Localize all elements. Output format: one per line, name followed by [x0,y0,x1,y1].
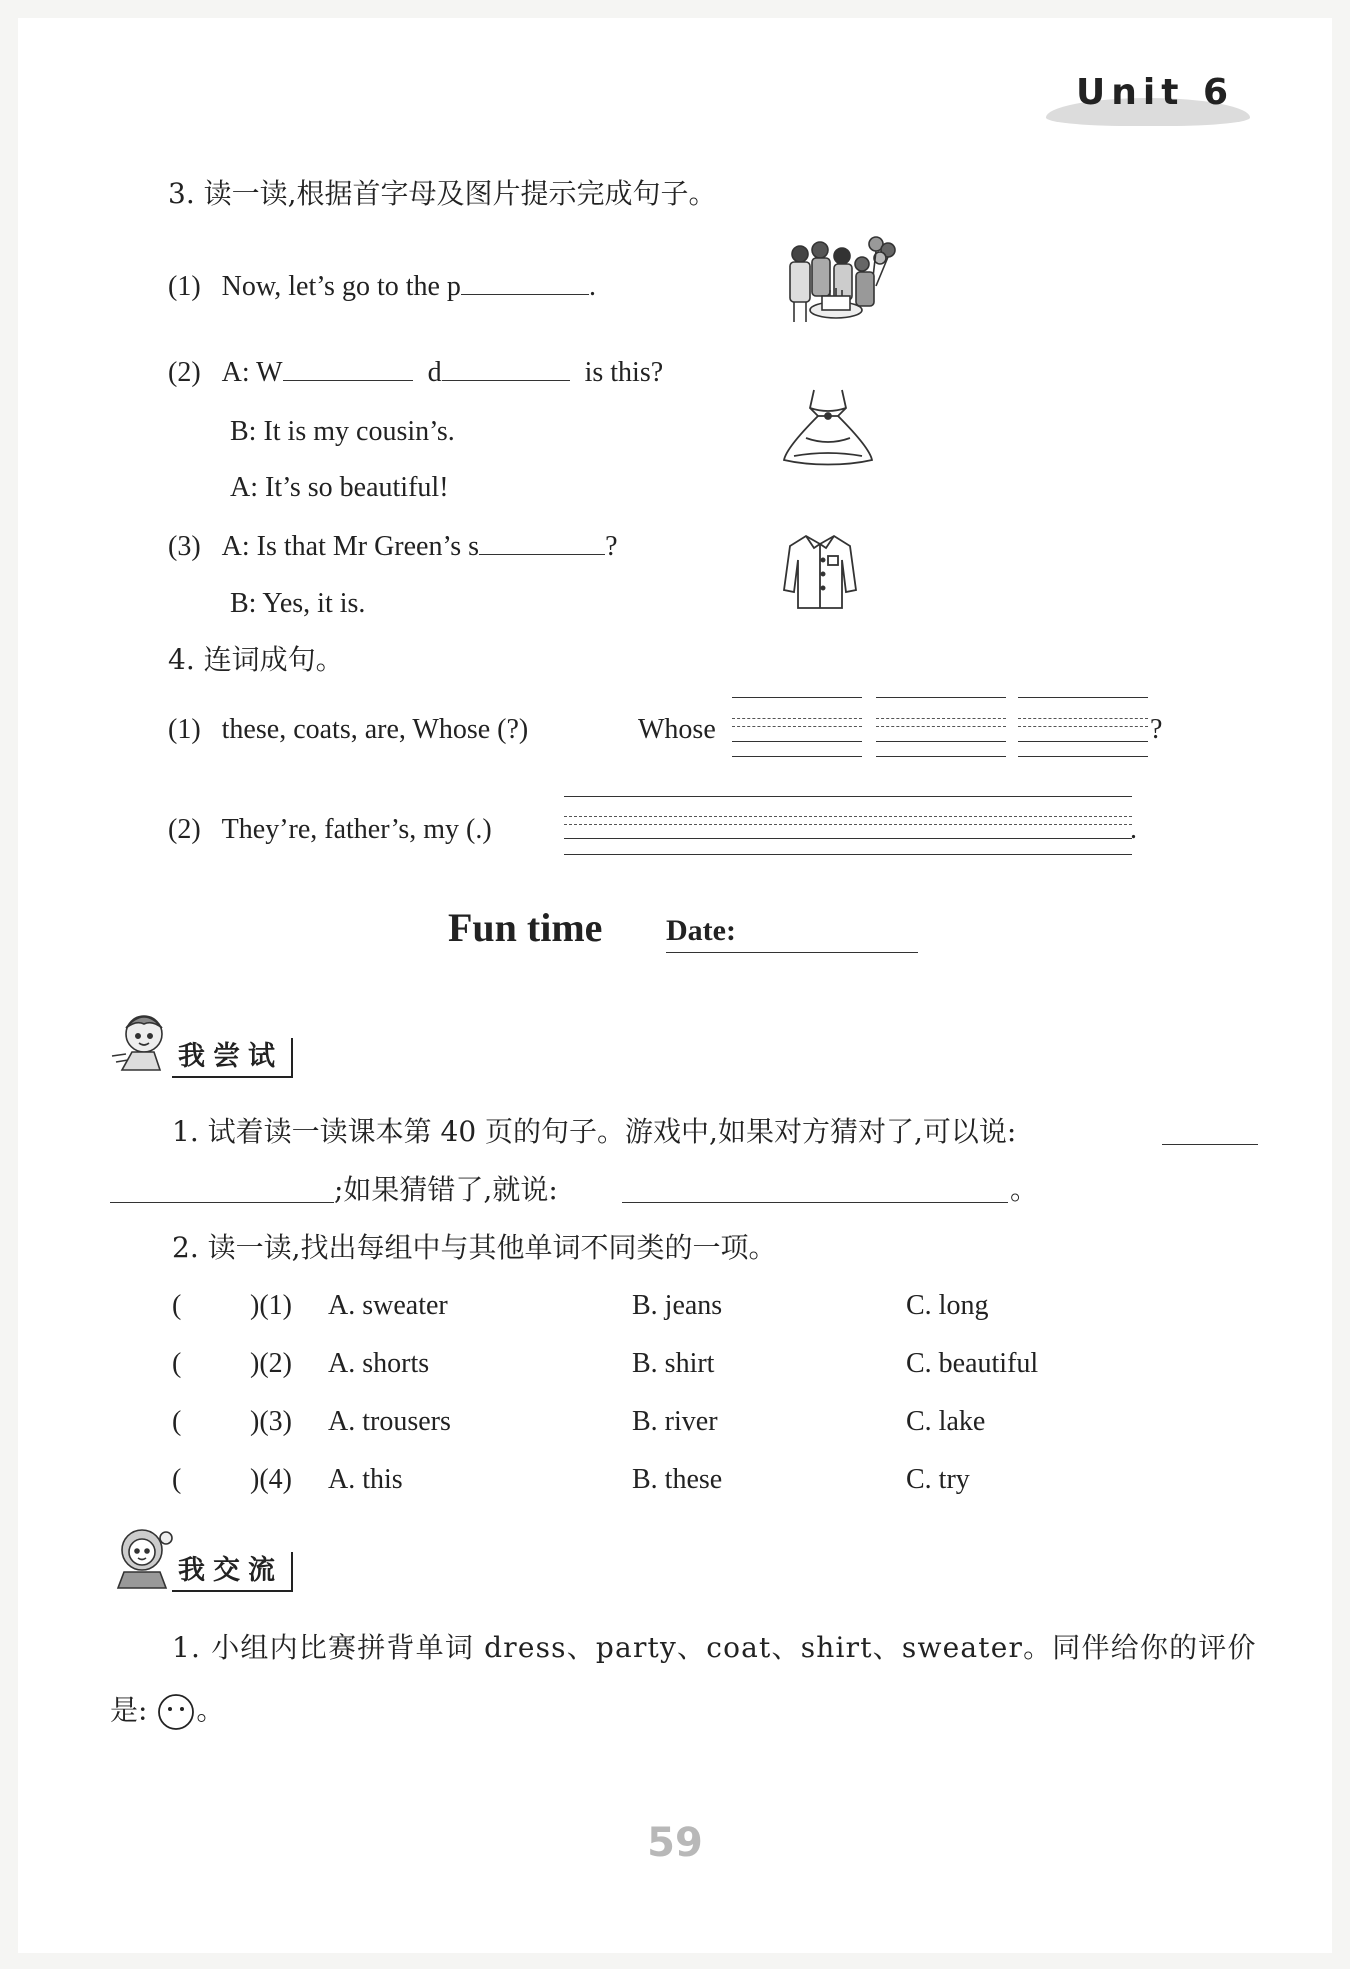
choice-close-num: )(1) [250,1290,292,1321]
ex4-item2-line-base[interactable] [564,838,1132,839]
unit-tab [1046,72,1250,126]
ex3-item3-a-prefix: A: Is that Mr Green’s s [221,531,480,562]
ex3-item2-d-letter: d [427,357,442,388]
girl-mascot-icon [108,1006,174,1078]
choice-option-c: C. beautiful [906,1348,1039,1379]
ex4-item1-line-top-1 [732,697,862,698]
dress-icon [780,386,876,466]
try-q1-blank-1a[interactable] [1162,1144,1258,1145]
face-rating-icon[interactable] [156,1692,196,1732]
ex4-item1-line-mid2-3 [1018,726,1148,727]
choice-option-a: A. sweater [328,1290,448,1321]
ex3-item2-a-prefix: A: W [221,357,283,388]
ex3-item2-blank-w[interactable] [283,354,413,381]
ex3-item3-end: ? [605,531,618,562]
ex3-item2-num: (2) [168,357,201,388]
try-q1-end: 。 [1010,1173,1039,1206]
try-section-header [172,1038,293,1078]
ex4-item1-line-top-2 [876,697,1006,698]
choice-option-c: C. try [906,1464,970,1495]
try-section-label: 我尝试 [172,1038,293,1078]
ex4-item2 [168,812,492,848]
choice-option-a: A. this [328,1464,403,1495]
choice-open-paren[interactable]: ( [172,1348,182,1379]
ex4-item1-words: these, coats, are, Whose (?) [221,714,529,745]
choice-open-paren[interactable]: ( [172,1464,182,1495]
ex4-item2-line-mid [564,816,1132,817]
talk-q1-line2 [110,1692,224,1732]
choice-option-b: B. these [632,1464,723,1495]
date-line[interactable] [666,952,918,953]
fun-time-title: Fun time [448,905,603,950]
ex3-item3-line1 [168,528,618,565]
shirt-icon [780,530,860,612]
ex3-item1-blank[interactable] [461,268,589,295]
ex4-item2-end: . [1130,814,1137,845]
choice-option-a: A. trousers [328,1406,451,1437]
talk-section-header [172,1552,293,1592]
ex3-title: 3. 读一读,根据首字母及图片提示完成句子。 [168,177,717,210]
try-q1-mid: ;如果猜错了,就说: [334,1173,558,1206]
talk-q1-line1: 1. 小组内比赛拼背单词 dress、party、coat、shirt、sweater。同伴给你的评价 [172,1631,1257,1664]
ex4-item1-line-mid2-1 [732,726,862,727]
ex4-item1-line-bottom-3 [1018,756,1148,757]
choice-option-c: C. lake [906,1406,986,1437]
ex4-item2-words: They’re, father’s, my (.) [221,814,492,845]
boy-mascot-icon [108,1520,174,1592]
ex3-item2-blank-d[interactable] [442,354,570,381]
ex4-item1-line-base-2[interactable] [876,741,1006,742]
ex4-item2-line-bottom [564,854,1132,855]
choice-option-b: B. river [632,1406,718,1437]
ex3-item2-b: B: It is my cousin’s. [230,416,455,447]
ex4-item1-line-top-3 [1018,697,1148,698]
choice-option-a: A. shorts [328,1348,430,1379]
date-label: Date: [666,914,736,947]
ex3-item3-b: B: Yes, it is. [230,588,366,619]
ex4-item1-line-mid-3 [1018,718,1148,719]
ex4-item1-line-mid-2 [876,718,1006,719]
ex4-item1-line-mid-1 [732,718,862,719]
try-q1-line1: 1. 试着读一读课本第 40 页的句子。游戏中,如果对方猜对了,可以说: [172,1115,1017,1148]
ex4-item1-line-bottom-2 [876,756,1006,757]
ex4-item1-start: Whose [638,714,716,745]
choice-open-paren[interactable]: ( [172,1290,182,1321]
ex4-title: 4. 连词成句。 [168,643,344,676]
ex4-item1-line-bottom-1 [732,756,862,757]
page-number: 59 [647,1820,703,1866]
choice-close-num: )(2) [250,1348,292,1379]
ex3-item1-text: Now, let’s go to the p [221,271,461,302]
choice-close-num: )(3) [250,1406,292,1437]
ex4-item1-end: ? [1150,714,1163,745]
ex4-item1 [168,712,528,748]
ex4-item2-line-top [564,796,1132,797]
ex3-item2-a2: A: It’s so beautiful! [230,472,449,503]
ex3-item1 [168,268,596,305]
choice-option-b: B. shirt [632,1348,715,1379]
try-q1-blank-1b[interactable] [110,1202,334,1203]
ex3-item2-line1 [168,354,663,391]
ex4-item2-num: (2) [168,814,201,845]
ex4-item1-line-mid2-2 [876,726,1006,727]
choice-open-paren[interactable]: ( [172,1406,182,1437]
choice-option-b: B. jeans [632,1290,723,1321]
try-q2-title: 2. 读一读,找出每组中与其他单词不同类的一项。 [172,1231,777,1264]
try-q1-blank-2[interactable] [622,1202,1008,1203]
ex3-item1-end: . [588,271,596,302]
choice-option-c: C. long [906,1290,989,1321]
choice-close-num: )(4) [250,1464,292,1495]
ex4-item2-line-mid2 [564,824,1132,825]
ex4-item1-line-base-3[interactable] [1018,741,1148,742]
talk-q1-line2-end: 。 [196,1693,225,1727]
ex4-item1-num: (1) [168,714,201,745]
ex3-item2-a-suffix: is this? [584,357,664,388]
talk-section-label: 我交流 [172,1552,293,1592]
unit-title: Unit 6 [1076,72,1234,113]
ex3-item3-num: (3) [168,531,201,562]
ex3-item1-num: (1) [168,271,201,302]
talk-q1-line2-prefix: 是: [110,1693,148,1727]
party-icon [780,230,904,328]
ex4-item1-line-base-1[interactable] [732,741,862,742]
ex3-item3-blank[interactable] [479,528,605,555]
